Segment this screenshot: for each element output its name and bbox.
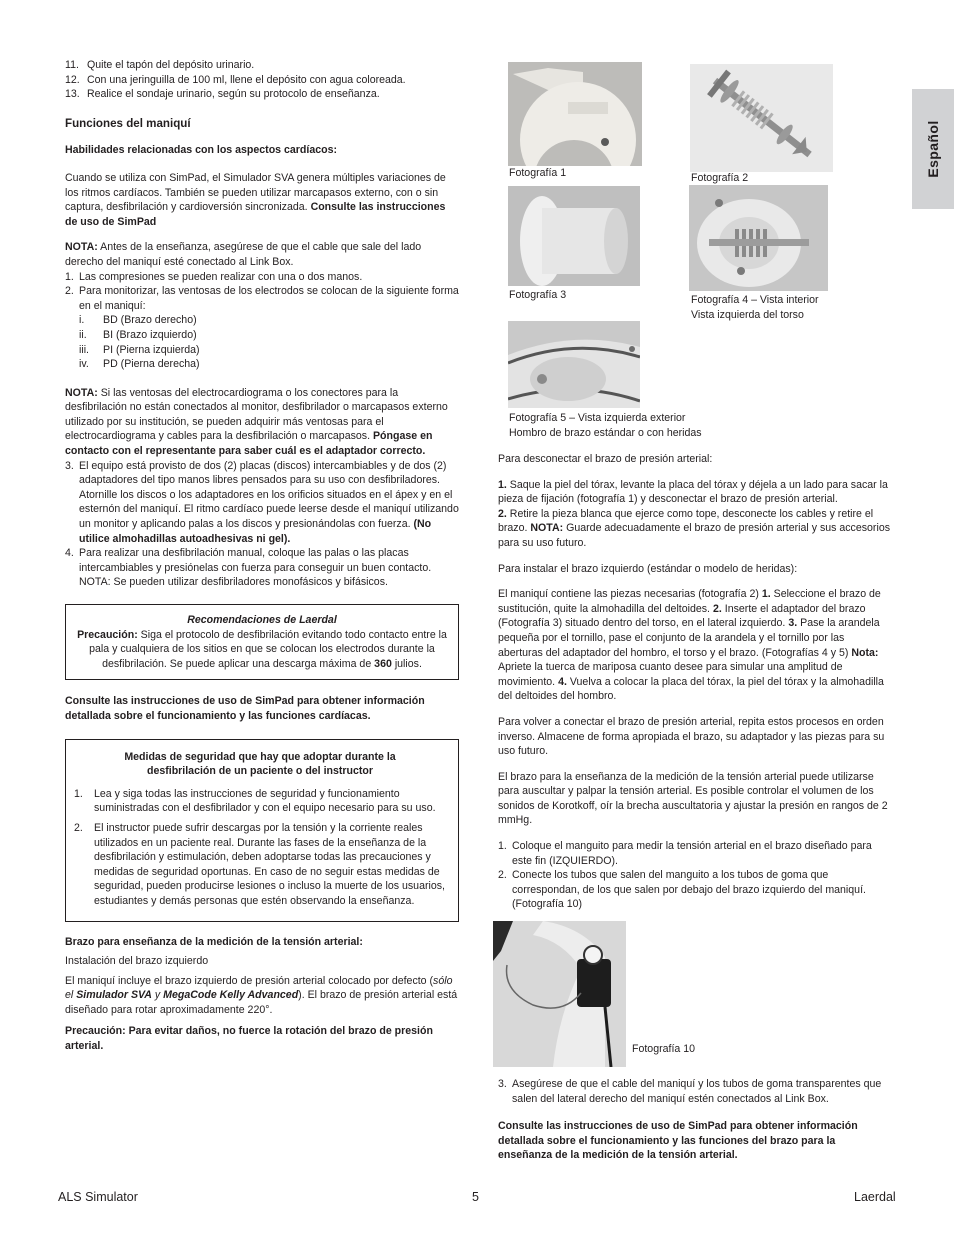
list-item: 2. Para monitorizar, las ventosas de los electrodos se colocan de la siguiente forma en el maniquí: (65, 285, 459, 312)
photo-10 (493, 921, 626, 1067)
paragraph: El maniquí incluye el brazo izquierdo de presión arterial colocado por defecto (sólo el Simulador SVA y MegaCode Kelly Advanced). El brazo de presión arterial está diseñado para rotar aproximadamente 220°. (65, 974, 458, 1016)
photo-10-image (493, 921, 626, 1067)
list-item: iii. PI (Pierna izquierda) (79, 343, 200, 356)
paragraph: Para instalar el brazo izquierdo (estándar o modelo de heridas): (498, 562, 798, 575)
list-item: 1. Coloque el manguito para medir la tensión arterial en el brazo diseñado para este fin (IZQUIERDO). (498, 840, 872, 867)
footer-right: Laerdal (854, 1190, 896, 1204)
footer-left: ALS Simulator (58, 1190, 138, 1204)
paragraph: 1. Saque la piel del tórax, levante la placa del tórax y déjela a un lado para sacar la pieza de fijación (fotografía 1) y desconectar el brazo de presión arterial. 2. Retire la pieza blanca que ejerce como tope, desconecte los cables y retire el brazo. NOTA: Guarde adecuadamente el brazo de presión arterial y sus accesorios para su uso futuro. (498, 478, 891, 549)
language-tab-label: Español (925, 120, 941, 178)
list-item: 2. El instructor puede sufrir descargas por la tensión y la corriente reales utilizados en un paciente real. Durante las fases de la enseñanza de la desfibrilación y estimulación, deben adoptarse todas las precauciones y medidas de seguridad oportunas. En caso de no seguir estas medidas de seguridad, pueden producirse lesiones o incluso la muerte de los usuarios, estudiantes y demás personas que estén observando la enseñanza. (74, 821, 445, 907)
list-item: 12. Con una jeringuilla de 100 ml, llene el depósito con agua coloreada. (65, 73, 406, 86)
photo-1 (508, 62, 642, 166)
list-item: 3. El equipo está provisto de dos (2) placas (discos) intercambiables y de dos (2) adaptadores del tipo manos libres pensados para su uso con desfibriladores. Atornille los discos o los adaptadores en los orificios situados en el ápex y en el esternón del maniquí. El ritmo cardíaco puede leerse desde el maniquí utilizando un monitor y aplicando palas a los discos y presionándolas con fuerza. (No utilice almohadillas autoadhesivas ni gel). (65, 459, 459, 545)
list-item: 2. Conecte los tubos que salen del manguito a los tubos de goma que correspondan, de los que salen por debajo del brazo izquierdo del maniquí. (Fotografía 10) (498, 869, 866, 911)
list-item: 13. Realice el sondaje urinario, según su protocolo de enseñanza. (65, 88, 380, 101)
list-item: iv. PD (Pierna derecha) (79, 358, 200, 371)
photo-5 (508, 321, 640, 408)
page-number: 5 (472, 1190, 479, 1204)
consult-note: Consulte las instrucciones de uso de SimPad para obtener información detallada sobre el funcionamiento y las funciones cardíacas. (65, 695, 425, 722)
list-item: 1. Lea y siga todas las instrucciones de seguridad y funcionamiento suministradas con el desfibrilador y con el equipo necesario para su uso. (74, 787, 436, 815)
photo-2-image (690, 64, 833, 172)
list-item: 3. Asegúrese de que el cable del maniquí y los tubos de goma transparentes que salen del lateral derecho del maniquí estén conectados al Link Box. (498, 1078, 882, 1105)
photo-4-caption: Fotografía 4 – Vista interior Vista izquierda del torso (691, 294, 819, 321)
list-item: ii. BI (Brazo izquierdo) (79, 328, 197, 341)
note: NOTA: Antes de la enseñanza, asegúrese de que el cable que sale del lado derecho del maniquí esté conectado al Link Box. (65, 241, 422, 268)
right-column (498, 452, 890, 912)
language-tab (912, 89, 954, 209)
note: NOTA: Si las ventosas del electrocardiograma o los conectores para la desfibrilación no están conectados al monitor, desfibrilador o marcapasos externo utilizado por su institución, se pueden adquirir más ventosas para el electrocardiograma y cables para la desfibrilación o marcapasos. Póngase en contacto con el representante para saber cuál es el adaptador correcto. (65, 386, 448, 458)
list-item: i. BD (Brazo derecho) (79, 314, 197, 327)
left-column (65, 58, 459, 1054)
caution-note: Precaución: Para evitar daños, no fuerce la rotación del brazo de presión arterial. (65, 1025, 433, 1053)
right-column-lower (498, 1077, 890, 1163)
photo-1-image (508, 62, 642, 166)
paragraph: El maniquí contiene las piezas necesarias (fotografía 2) 1. Seleccione el brazo de sustitución, quite la almohadilla del deltoides. 2. Inserte el adaptador del brazo (Fotografía 3) situado dentro del torso, en el lateral izquierdo. 3. Pase la arandela pequeña por el tornillo, pase el conjunto de la arandela y el tornillo por las aberturas del adaptador del hombro, el torso y el brazo. (Fotografías 4 y 5) Nota: Apriete la tuerca de mariposa cuanto desee para simular una amplitud de movimiento. 4. Vuelva a colocar la placa del tórax, la piel del tórax y la almohadilla del deltoides del hombro. (498, 588, 884, 703)
laerdal-recommendation-box (65, 604, 459, 680)
paragraph: Instalación del brazo izquierdo (65, 955, 209, 968)
steps-top (65, 58, 459, 102)
photo-2 (690, 64, 833, 172)
paragraph: Para volver a conectar el brazo de presión arterial, repita estos procesos en orden inverso. Almacene de forma apropiada el brazo, su adaptador y las piezas para su uso futuro. (498, 715, 885, 758)
section-heading: Funciones del maniquí (65, 116, 191, 130)
photo-5-caption: Fotografía 5 – Vista izquierda exterior Hombro de brazo estándar o con heridas (509, 412, 702, 439)
photo-3-caption: Fotografía 3 (509, 289, 567, 301)
photo-5-image (508, 321, 640, 408)
box-title: Medidas de seguridad que hay que adoptar durante la desfibrilación de un paciente o del instructor (124, 750, 396, 778)
paragraph: El brazo para la enseñanza de la medición de la tensión arterial puede utilizarse para auscultar y palpar la tensión arterial. Es posible controlar el volumen de los sonidos de Korotkoff, oír la brecha auscultatoria y ajustar la presión en rangos de 2 mmHg. (498, 770, 888, 827)
box-text: Precaución: Siga el protocolo de desfibrilación evitando todo contacto entre la pala y cualquiera de los sitios en que se colocan los electrodos durante la desfibrilación. Se puede aplicar una descarga máxima de 360 julios. (77, 628, 447, 670)
photo-3-image (508, 186, 640, 286)
list-item: 11. Quite el tapón del depósito urinario. (65, 59, 255, 71)
photo-2-caption: Fotografía 2 (691, 172, 749, 184)
list-item: 4. Para realizar una desfibrilación manual, coloque las palas o las placas intercambiables y presiónelas con fuerza para conseguir un buen contacto. NOTA: Se pueden utilizar desfibriladores monofásicos y bifásicos. (65, 547, 432, 589)
paragraph: Cuando se utiliza con SimPad, el Simulador SVA genera múltiples variaciones de los ritmos cardíacos. También se pueden utilizar marcapasos externo, con o sin captura, desfibrilación y cardioversión sincronizada. Consulte las instrucciones de uso de SimPad (65, 171, 446, 228)
photo-3 (508, 186, 640, 286)
photo-4-image (689, 185, 828, 291)
photo-1-caption: Fotografía 1 (509, 167, 567, 179)
list-item: 1. Las compresiones se pueden realizar con una o dos manos. (65, 270, 363, 283)
photo-10-caption: Fotografía 10 (632, 1043, 696, 1055)
consult-note: Consulte las instrucciones de uso de SimPad para obtener información detallada sobre el funcionamiento y las funciones del brazo para la enseñanza de la medición de la tensión arterial. (498, 1120, 858, 1162)
photo-4 (689, 185, 828, 291)
box-title: Recomendaciones de Laerdal (187, 614, 337, 626)
subheading: Brazo para enseñanza de la medición de la tensión arterial: (65, 935, 363, 948)
safety-box (65, 739, 459, 922)
paragraph: Para desconectar el brazo de presión arterial: (498, 453, 713, 465)
subheading: Habilidades relacionadas con los aspectos cardíacos: (65, 144, 338, 157)
